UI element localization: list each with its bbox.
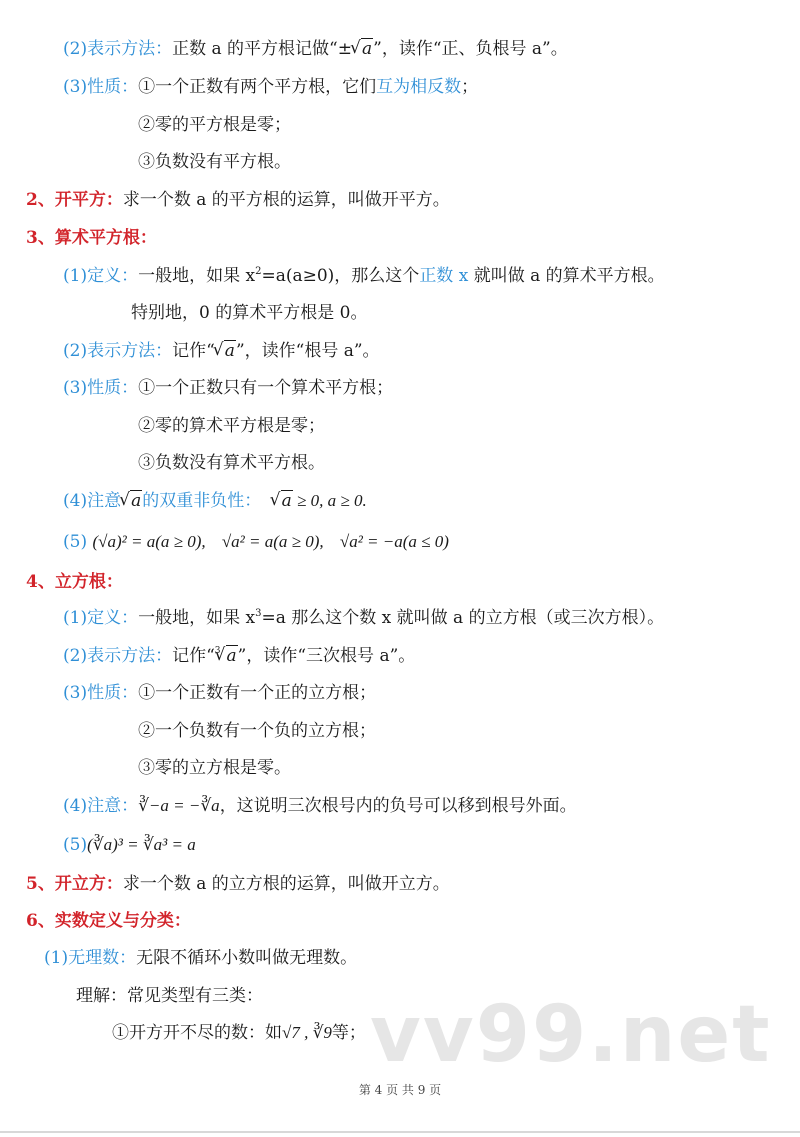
- type-item: [112, 1022, 366, 1044]
- text: ”，读作“根号 a”。: [235, 341, 380, 361]
- watermark: vv99.net: [370, 990, 772, 1080]
- property-item: ③负数没有算术平方根。: [138, 453, 325, 473]
- text: 一般地，如果 x: [138, 608, 256, 628]
- formula: (√a)² = a(a ≥ 0),: [92, 532, 206, 551]
- formula: ∛−a = −∛a: [138, 796, 220, 815]
- text: ①一个正数只有一个算术平方根；: [138, 378, 394, 398]
- sqrt-symbol: √ a: [216, 340, 236, 362]
- sqrt-symbol: √ a: [353, 38, 373, 60]
- item-label: (2)表示方法：: [63, 341, 173, 361]
- section-4-title: 4、立方根：: [26, 572, 123, 592]
- item-label: (5): [63, 532, 88, 552]
- cbrt-symbol: √ a: [218, 645, 238, 667]
- superscript: 2: [255, 266, 262, 277]
- text: 记作“: [172, 646, 215, 666]
- text: 等；: [331, 1023, 366, 1043]
- line-definition: [63, 265, 665, 287]
- property-item: ②零的算术平方根是零；: [138, 416, 325, 436]
- section-3-title: 3、算术平方根：: [26, 228, 157, 248]
- line-representation: [63, 340, 380, 362]
- formula: ≥ 0,: [292, 491, 328, 510]
- text: ”，读作“正、负根号 a”。: [373, 39, 568, 59]
- formula: a ≥ 0.: [327, 491, 367, 510]
- line-representation: [63, 645, 415, 667]
- formula: (∛a)³ = ∛a³ = a: [87, 835, 196, 854]
- property-item: ②零的平方根是零；: [138, 115, 291, 135]
- text: 正数 a 的平方根记做“±: [172, 39, 352, 59]
- section-2: [26, 189, 450, 211]
- item-label: (1)无理数：: [44, 948, 137, 968]
- item-label: (2)表示方法：: [63, 646, 173, 666]
- line-note: [63, 490, 367, 512]
- line-representation: [63, 38, 568, 60]
- text: ①一个正数有两个平方根，它们: [138, 77, 377, 97]
- sqrt-symbol: √ a: [122, 490, 142, 512]
- page-footer: 第 4 页 共 9 页: [358, 1083, 442, 1097]
- text: 一般地，如果 x: [138, 266, 256, 286]
- text: =a 那么这个数 x 就叫做 a 的立方根（或三次方根）。: [261, 608, 665, 628]
- item-label: (3)性质：: [63, 378, 139, 398]
- text: ；: [461, 77, 479, 97]
- understanding-note: 理解：常见类型有三类：: [76, 986, 263, 1006]
- item-label: (4)注意：: [63, 796, 139, 816]
- section-title: 2、开平方：: [26, 190, 123, 210]
- formula: √7 , ∛9: [282, 1023, 332, 1042]
- item-label: (5): [63, 835, 88, 855]
- item-label: (1)定义：: [63, 266, 139, 286]
- text: 求一个数 a 的平方根的运算，叫做开平方。: [122, 190, 450, 210]
- root-index: 3: [214, 646, 221, 656]
- text: 求一个数 a 的立方根的运算，叫做开立方。: [122, 874, 450, 894]
- text: ①开方开不尽的数：如: [112, 1023, 282, 1043]
- item-label: (1)定义：: [63, 608, 139, 628]
- line-definition: [63, 607, 664, 629]
- item-label: (2)表示方法：: [63, 39, 173, 59]
- property-item: ②一个负数有一个负的立方根；: [138, 721, 376, 741]
- special-note: 特别地，0 的算术平方根是 0。: [131, 303, 368, 323]
- line-irrational: [44, 947, 357, 969]
- text: 记作“: [172, 341, 215, 361]
- item-label: (4)注意: [63, 491, 122, 511]
- line-formula: [63, 834, 196, 856]
- sqrt-symbol: √ a: [273, 490, 293, 512]
- line-property: [63, 682, 376, 704]
- text: =a(a≥0)，那么这个: [261, 266, 420, 286]
- superscript: 3: [255, 608, 262, 619]
- bottom-divider: [0, 1131, 800, 1133]
- line-property: [63, 76, 478, 98]
- line-formulas: [63, 531, 449, 553]
- note-label: 的双重非负性：: [142, 491, 262, 511]
- line-note: [63, 795, 577, 817]
- text: ，这说明三次根号内的负号可以移到根号外面。: [219, 796, 577, 816]
- text: 无限不循环小数叫做无理数。: [136, 948, 358, 968]
- formula: √a² = a(a ≥ 0),: [221, 532, 324, 551]
- line-property: [63, 377, 393, 399]
- highlight-term: 互为相反数: [376, 77, 462, 97]
- highlight-term: 正数 x: [419, 266, 469, 286]
- property-item: ③零的立方根是零。: [138, 758, 291, 778]
- section-title: 5、开立方：: [26, 874, 123, 894]
- text: ”，读作“三次根号 a”。: [237, 646, 416, 666]
- item-label: (3)性质：: [63, 683, 139, 703]
- text: ①一个正数有一个正的立方根；: [138, 683, 377, 703]
- section-6-title: 6、实数定义与分类：: [26, 911, 191, 931]
- text: 就叫做 a 的算术平方根。: [468, 266, 665, 286]
- section-5: [26, 873, 450, 895]
- formula: √a² = −a(a ≤ 0): [339, 532, 449, 551]
- property-item: ③负数没有平方根。: [138, 152, 291, 172]
- item-label: (3)性质：: [63, 77, 139, 97]
